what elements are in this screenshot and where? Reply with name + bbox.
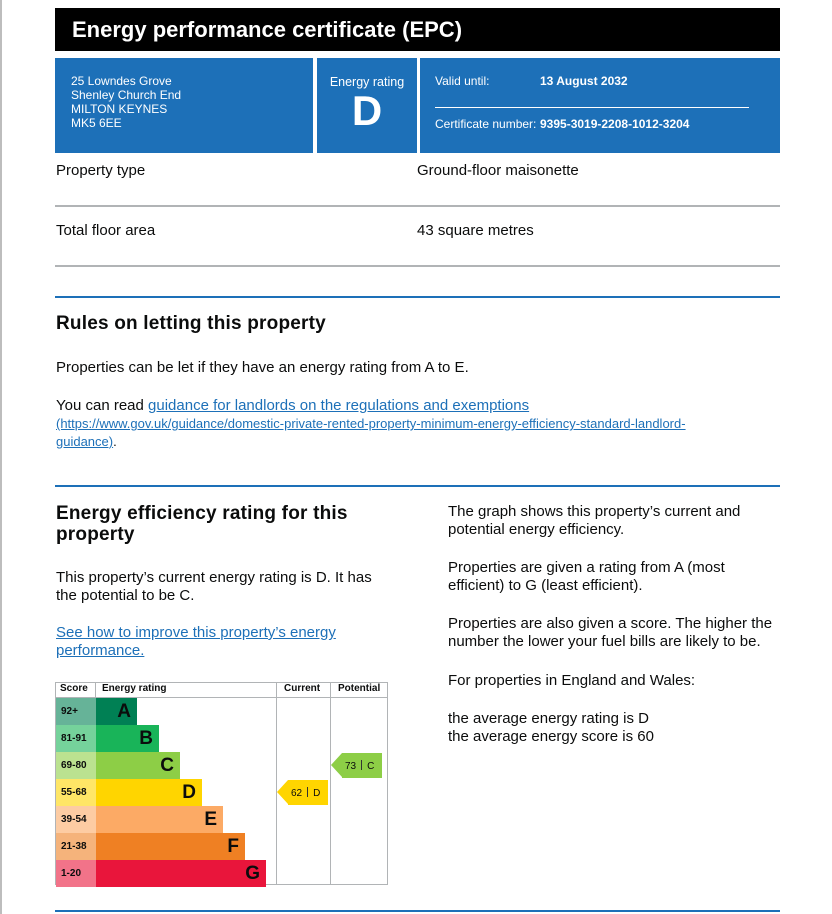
guidance-url-link[interactable]: (https://www.gov.uk/guidance/domestic-private-rented-property-minimum-energy-efficiency-standard-landlord-	[56, 416, 686, 431]
marker-arrow	[277, 780, 288, 804]
explanation-line: For properties in England and Wales:	[448, 672, 696, 689]
efficiency-heading-line: Energy efficiency rating for this	[56, 503, 348, 524]
certificate-number-label: Certificate number:	[435, 117, 537, 131]
guidance-url-link-cont[interactable]: guidance)	[56, 434, 114, 449]
section-divider	[55, 296, 780, 298]
floor-area-label: Total floor area	[56, 222, 156, 239]
band-bar-a: A	[96, 698, 137, 725]
explanation-line: The graph shows this property’s current and	[448, 503, 741, 520]
address-line: MK5 6EE	[71, 116, 122, 130]
band-bar-c: C	[96, 752, 180, 779]
efficiency-heading	[56, 503, 348, 545]
address-line: 25 Lowndes Grove	[71, 74, 172, 88]
band-score-d: 55-68	[56, 779, 96, 806]
certificate-info-block	[420, 58, 780, 153]
graph-header-score: Score	[60, 683, 88, 694]
explanation-line: efficient) to G (least efficient).	[448, 577, 643, 594]
current-letter: D	[313, 788, 321, 799]
graph-header-potential: Potential	[338, 683, 381, 694]
efficiency-paragraph-line: This property’s current energy rating is D. It has	[56, 569, 372, 586]
page-left-border	[0, 0, 2, 914]
address-line: Shenley Church End	[71, 88, 182, 102]
current-rating-marker	[288, 780, 328, 805]
explanation-line: Properties are also given a score. The higher the	[448, 615, 773, 632]
property-type-value: Ground-floor maisonette	[417, 162, 579, 179]
efficiency-paragraph	[56, 569, 372, 605]
energy-rating-letter: D	[351, 87, 383, 134]
band-score-e: 39-54	[56, 806, 96, 833]
efficiency-heading-line: property	[56, 524, 135, 545]
potential-score: 73	[345, 761, 357, 772]
letting-guidance-paragraph	[56, 397, 780, 451]
band-bar-d: D	[96, 779, 202, 806]
graph-explanation	[448, 503, 782, 746]
graph-divider	[330, 683, 331, 884]
letting-heading: Rules on letting this property	[56, 313, 326, 334]
band-bar-b: B	[96, 725, 159, 752]
section-divider	[55, 485, 780, 487]
improve-link-block	[56, 624, 336, 660]
valid-until-value: 13 August 2032	[540, 74, 628, 88]
address-line: MILTON KEYNES	[71, 102, 168, 116]
band-score-f: 21-38	[56, 833, 96, 860]
current-score: 62	[291, 788, 303, 799]
band-score-b: 81-91	[56, 725, 96, 752]
potential-rating-marker	[342, 753, 382, 778]
band-score-a: 92+	[56, 698, 96, 725]
average-score-line: the average energy score is 60	[448, 728, 654, 745]
explanation-line: Properties are given a rating from A (most	[448, 559, 725, 576]
graph-header-rating: Energy rating	[102, 683, 167, 694]
address-block	[55, 58, 313, 153]
improve-performance-link[interactable]: See how to improve this property’s energy performance.	[56, 624, 336, 659]
marker-arrow	[331, 753, 342, 777]
guidance-link[interactable]: guidance for landlords on the regulations and exemptions	[148, 397, 530, 414]
floor-area-value: 43 square metres	[417, 222, 534, 239]
energy-rating-block	[317, 58, 417, 153]
valid-until-label: Valid until:	[435, 74, 490, 88]
graph-divider	[95, 683, 96, 697]
energy-rating-label: Energy rating	[329, 75, 405, 89]
explanation-line: number the lower your fuel bills are likely to be.	[448, 633, 761, 650]
guidance-prefix: You can read	[56, 397, 149, 414]
band-bar-g: G	[96, 860, 266, 887]
property-type-label: Property type	[56, 162, 146, 179]
band-bar-e: E	[96, 806, 223, 833]
explanation-line: potential energy efficiency.	[448, 521, 625, 538]
band-score-g: 1-20	[56, 860, 96, 887]
efficiency-paragraph-line: the potential to be C.	[56, 587, 195, 604]
average-rating-line: the average energy rating is D	[448, 710, 649, 727]
guidance-suffix: .	[113, 434, 117, 449]
certificate-number-value: 9395-3019-2208-1012-3204	[540, 117, 690, 131]
section-divider	[55, 910, 780, 912]
page-title: Energy performance certificate (EPC)	[55, 8, 780, 51]
energy-rating-graph	[55, 682, 388, 885]
letting-paragraph: Properties can be let if they have an energy rating from A to E.	[56, 359, 469, 376]
property-type-row	[55, 147, 780, 207]
band-bar-f: F	[96, 833, 245, 860]
floor-area-row	[55, 207, 780, 267]
band-score-c: 69-80	[56, 752, 96, 779]
potential-letter: C	[367, 761, 375, 772]
graph-header-current: Current	[284, 683, 321, 694]
